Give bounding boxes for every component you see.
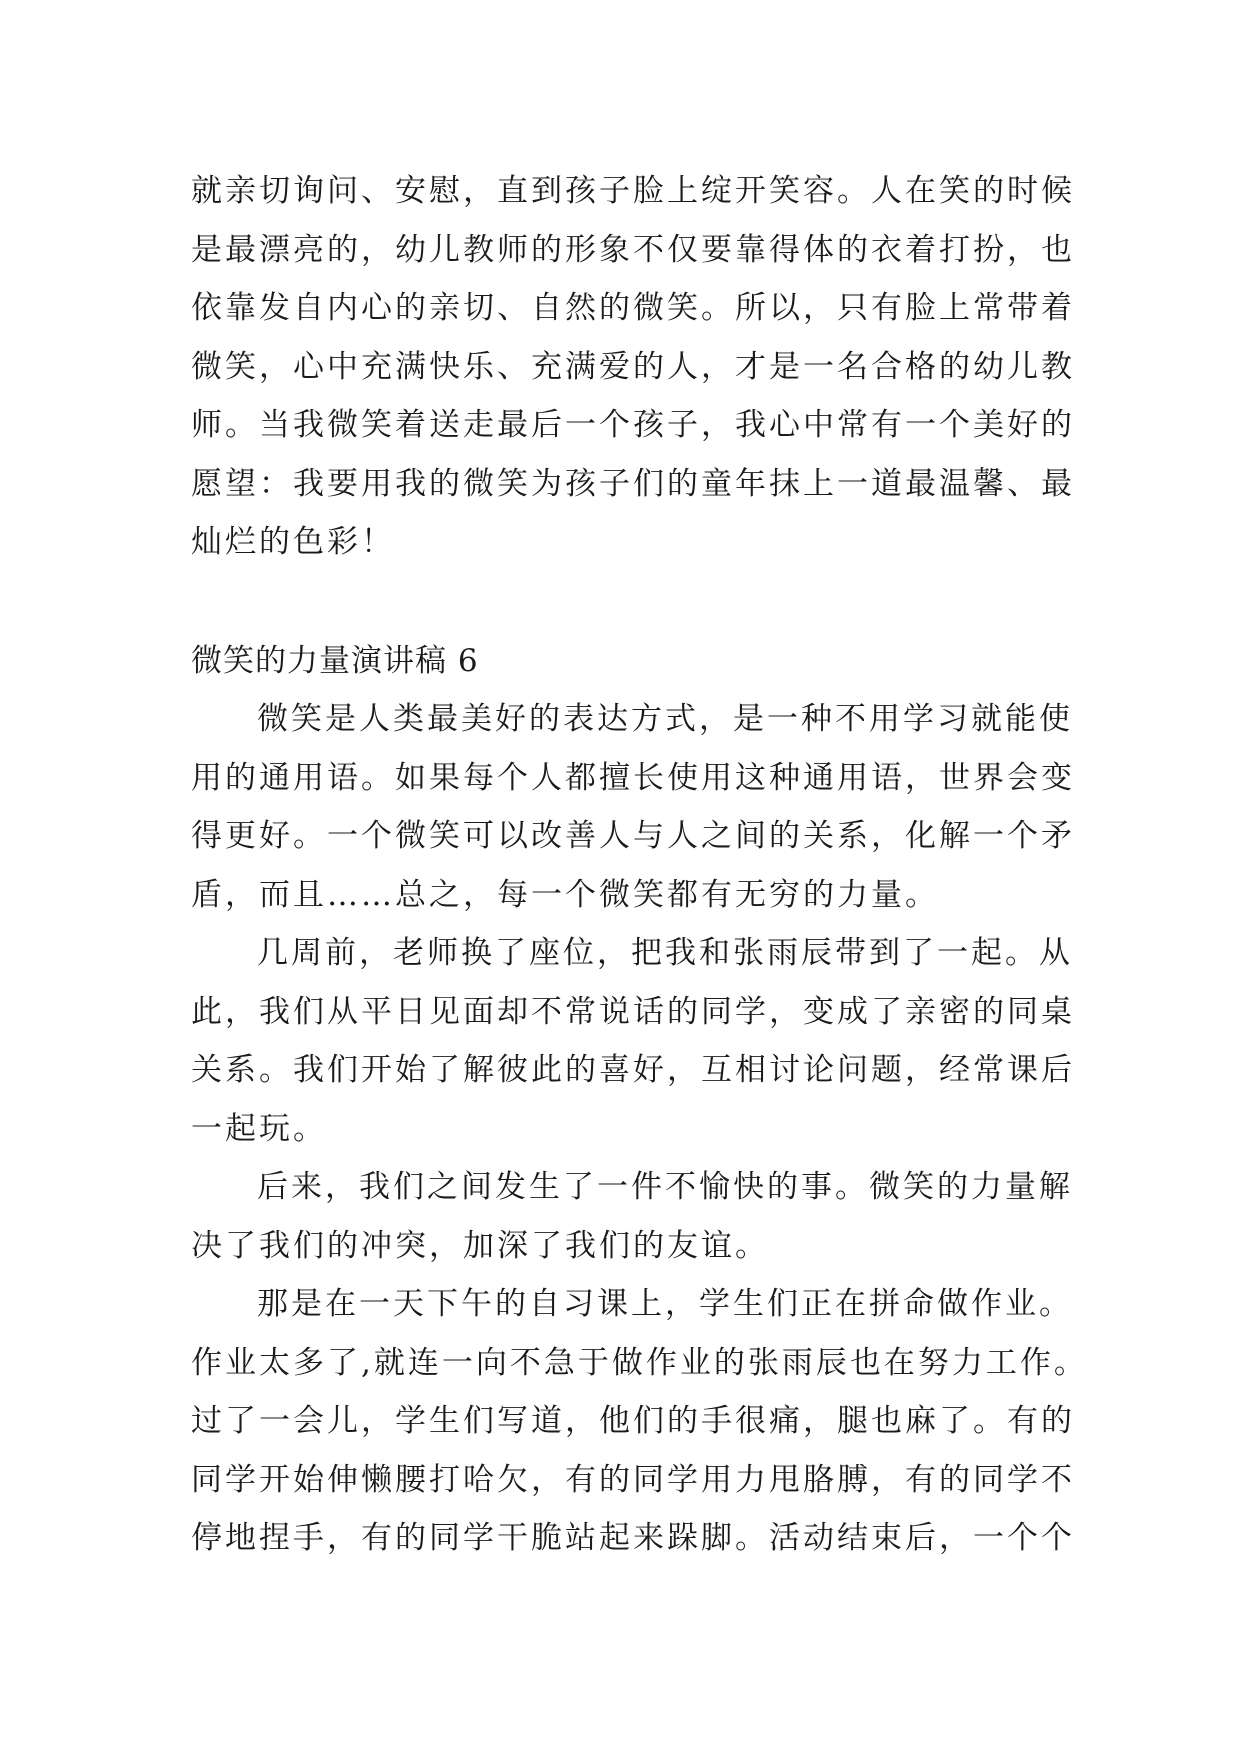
paragraph (191, 1275, 1088, 1568)
section-title: 微笑的力量演讲稿 6 (191, 642, 479, 679)
text-line: 那是在一天下午的自习课上，学生们正在拼命做作业。 (257, 1286, 1073, 1322)
text-line: 灿烂的色彩！ (191, 524, 395, 560)
text-line: 几周前，老师换了座位，把我和张雨辰带到了一起。从 (257, 935, 1073, 971)
text-line: 停地捏手，有的同学干脆站起来跺脚。活动结束后，一个个 (191, 1520, 1075, 1556)
text-line: 是最漂亮的，幼儿教师的形象不仅要靠得体的衣着打扮，也 (191, 231, 1075, 268)
text-line: 愿望：我要用我的微笑为孩子们的童年抹上一道最温馨、最 (191, 465, 1075, 502)
text-line: 作业太多了,就连一向不急于做作业的张雨辰也在努力工作。 (191, 1344, 1088, 1381)
document-body (191, 162, 1088, 1568)
text-line: 一起玩。 (191, 1110, 327, 1147)
text-line: 师。当我微笑着送走最后一个孩子，我心中常有一个美好的 (191, 407, 1075, 443)
paragraph (191, 690, 1075, 924)
paragraph (191, 1158, 1071, 1275)
text-line: 用的通用语。如果每个人都擅长使用这种通用语，世界会变 (191, 759, 1075, 796)
text-line: 过了一会儿，学生们写道，他们的手很痛，腿也麻了。有的 (191, 1403, 1075, 1439)
text-line: 就亲切询问、安慰，直到孩子脸上绽开笑容。人在笑的时候 (191, 173, 1075, 209)
paragraph (191, 924, 1075, 1158)
text-line: 盾，而且……总之，每一个微笑都有无穷的力量。 (191, 876, 939, 913)
text-line: 同学开始伸懒腰打哈欠，有的同学用力甩胳膊，有的同学不 (191, 1461, 1075, 1498)
text-line: 依靠发自内心的亲切、自然的微笑。所以，只有脸上常带着 (191, 290, 1075, 326)
text-line: 此，我们从平日见面却不常说话的同学，变成了亲密的同桌 (191, 993, 1075, 1030)
text-line: 得更好。一个微笑可以改善人与人之间的关系，化解一个矛 (191, 818, 1075, 854)
text-line: 决了我们的冲突，加深了我们的友谊。 (191, 1227, 769, 1264)
text-line: 关系。我们开始了解彼此的喜好，互相讨论问题，经常课后 (191, 1052, 1075, 1088)
intro-paragraph (191, 162, 1075, 572)
section-spacer (191, 572, 1071, 632)
text-line: 微笑，心中充满快乐、充满爱的人，才是一名合格的幼儿教 (191, 348, 1075, 385)
text-line: 微笑是人类最美好的表达方式，是一种不用学习就能使 (257, 701, 1073, 737)
text-line: 后来，我们之间发生了一件不愉快的事。微笑的力量解 (257, 1169, 1073, 1205)
